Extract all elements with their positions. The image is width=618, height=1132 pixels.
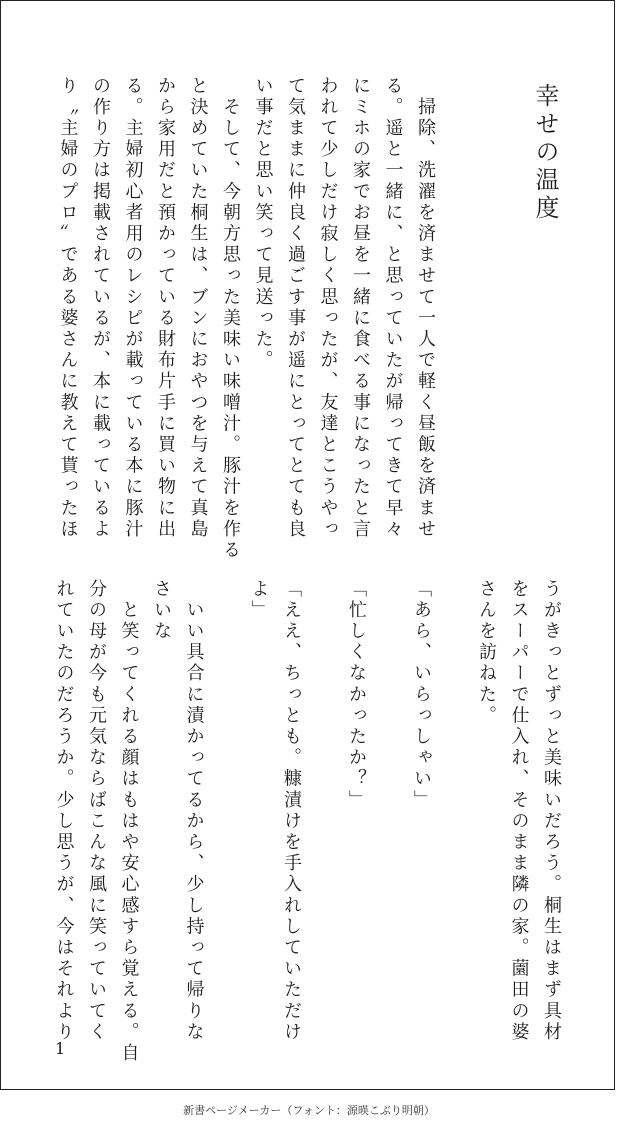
text-column: さんを訪ねた。 xyxy=(476,579,497,727)
text-column: の作り方は掲載されているが、本に載っているよ xyxy=(90,76,111,541)
text-column: うがきっとずっと美味いだろう。桐生はまず具材 xyxy=(541,579,562,1044)
text-column: にミホの家でお昼を一緒に食べる事になったと言 xyxy=(350,76,371,541)
text-column: 「ええ、ちっとも。糠漬けを手入れしていただけ xyxy=(281,579,302,1044)
page-number: 1 xyxy=(55,1039,66,1058)
text-column: て気ままに仲良く過ごす事が遥にとってとても良 xyxy=(285,76,306,541)
text-column: い事だと思い笑って見送った。 xyxy=(252,76,274,372)
text-column: 分の母が今も元気ならばこんな風に笑っていてく xyxy=(86,579,107,1044)
text-column: さいな xyxy=(151,579,172,643)
footer-credit: 新書ページメーカー（フォント：源暎こぶり明朝） xyxy=(183,1104,435,1117)
text-column: る。主婦初心者用のレシピが載っている本に豚汁 xyxy=(122,76,144,541)
text-column: われて少しだけ寂しく思ったが、友達とこうやっ xyxy=(317,76,339,541)
text-column: そして、今朝方思った美味い味噌汁。豚汁を作る xyxy=(220,76,241,562)
text-column: から家用だと預かっている財布片手に買い物に出 xyxy=(155,76,176,541)
page-title: 幸せの温度 xyxy=(531,83,559,223)
text-column: いい具合に漬かってるから、少し持って帰りな xyxy=(183,579,205,1044)
text-column: れていたのだろうか。少し思うが、今はそれより xyxy=(53,579,75,1044)
text-column: と決めていた桐生は、ブンにおやつを与えて真島 xyxy=(187,76,209,541)
text-column: り〝主婦のプロ〟である婆さんに教えて貰ったほ xyxy=(57,76,79,541)
text-column: る。遥と一緒に、と思っていたが帰ってきて早々 xyxy=(382,76,404,541)
text-column: 「忙しくなかったか？」 xyxy=(346,579,367,812)
text-column: よ」 xyxy=(248,579,270,622)
text-column: と笑ってくれる顔はもはや安心感すら覚える。自 xyxy=(118,579,140,1065)
text-column: 掃除、洗濯を済ませて一人で軽く昼飯を済ませ xyxy=(415,76,436,541)
text-column: をスーパーで仕入れ、そのまま隣の家。薗田の婆 xyxy=(508,579,530,1044)
text-column: 「あら、いらっしゃい」 xyxy=(411,579,432,812)
